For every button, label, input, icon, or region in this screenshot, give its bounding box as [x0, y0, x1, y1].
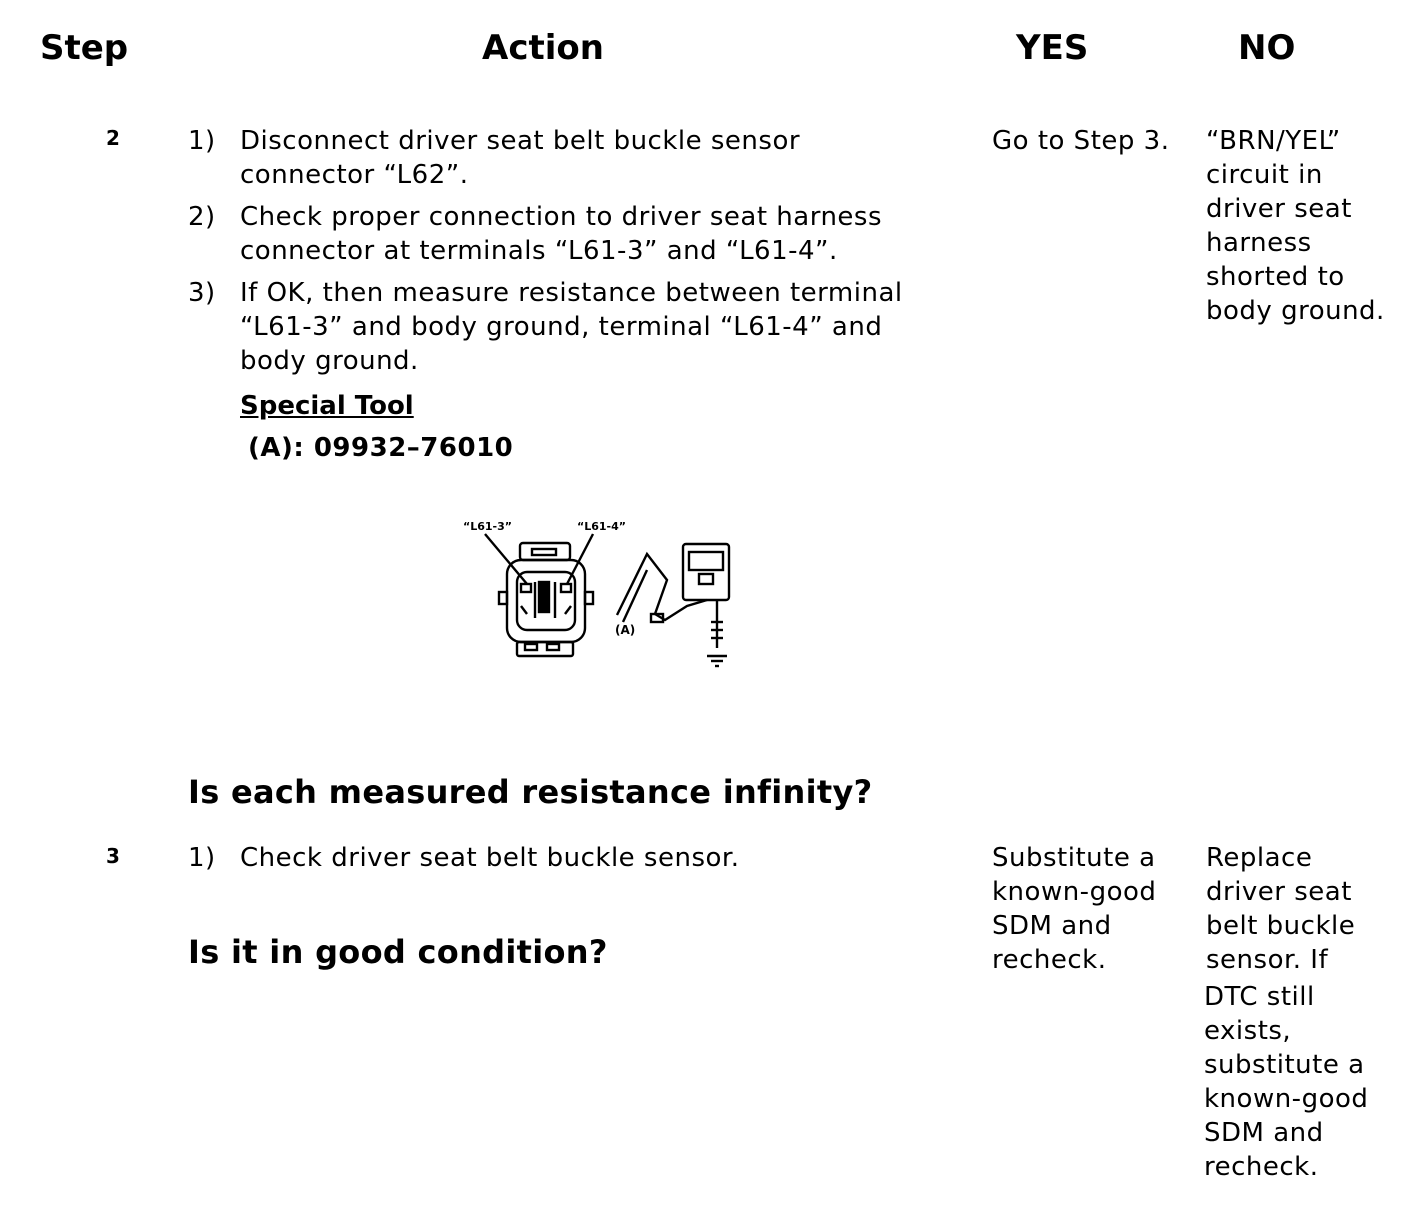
action-item-number: 3) [188, 278, 216, 308]
terminal-left [521, 584, 531, 592]
action-item [188, 276, 948, 378]
action-item-number: 2) [188, 202, 216, 232]
label-tool-a: (A) [615, 623, 636, 637]
header-no: NO [1238, 28, 1296, 68]
action-item-text: Disconnect driver seat belt buckle sensor connector “L62”. [240, 126, 801, 190]
special-tool-number: (A): 09932–76010 [248, 433, 514, 463]
action-item-number: 1) [188, 126, 216, 156]
action-item [188, 124, 948, 192]
header-step: Step [40, 28, 129, 68]
step-number: 2 [106, 126, 120, 150]
step3-yes: Substitute a known-good SDM and recheck. [992, 843, 1157, 975]
step-number: 3 [106, 844, 120, 868]
action-item-text: Check proper connection to driver seat harness connector at terminals “L61-3” and “L61-4”. [240, 202, 883, 266]
label-l61-4: “L61-4” [577, 520, 626, 533]
action-item-text: Check driver seat belt buckle sensor. [240, 843, 740, 873]
step2-no: “BRN/YEL” circuit in driver seat harness shorted to body ground. [1206, 126, 1385, 326]
step3-no-part1: Replace driver seat belt buckle sensor. If [1206, 843, 1356, 975]
header-action: Action [482, 28, 604, 68]
action-item [188, 841, 948, 875]
header-yes: YES [1016, 28, 1089, 68]
step2-question: Is each measured resistance infinity? [188, 773, 873, 811]
action-item-text: If OK, then measure resistance between terminal “L61-3” and body ground, terminal “L61-4” and body ground. [240, 278, 903, 376]
step3-question: Is it in good condition? [188, 933, 608, 971]
action-item-number: 1) [188, 843, 216, 873]
connector-measurement-diagram [455, 510, 745, 680]
special-tool-title: Special Tool [240, 391, 414, 421]
label-l61-3: “L61-3” [463, 520, 512, 533]
terminal-right [561, 584, 571, 592]
connector-latch-top [520, 543, 570, 560]
probe-lead [617, 554, 707, 620]
step3-no-part2: DTC still exists, substitute a known-good SDM and recheck. [1204, 982, 1369, 1182]
action-item [188, 200, 948, 268]
step2-yes: Go to Step 3. [992, 126, 1170, 156]
